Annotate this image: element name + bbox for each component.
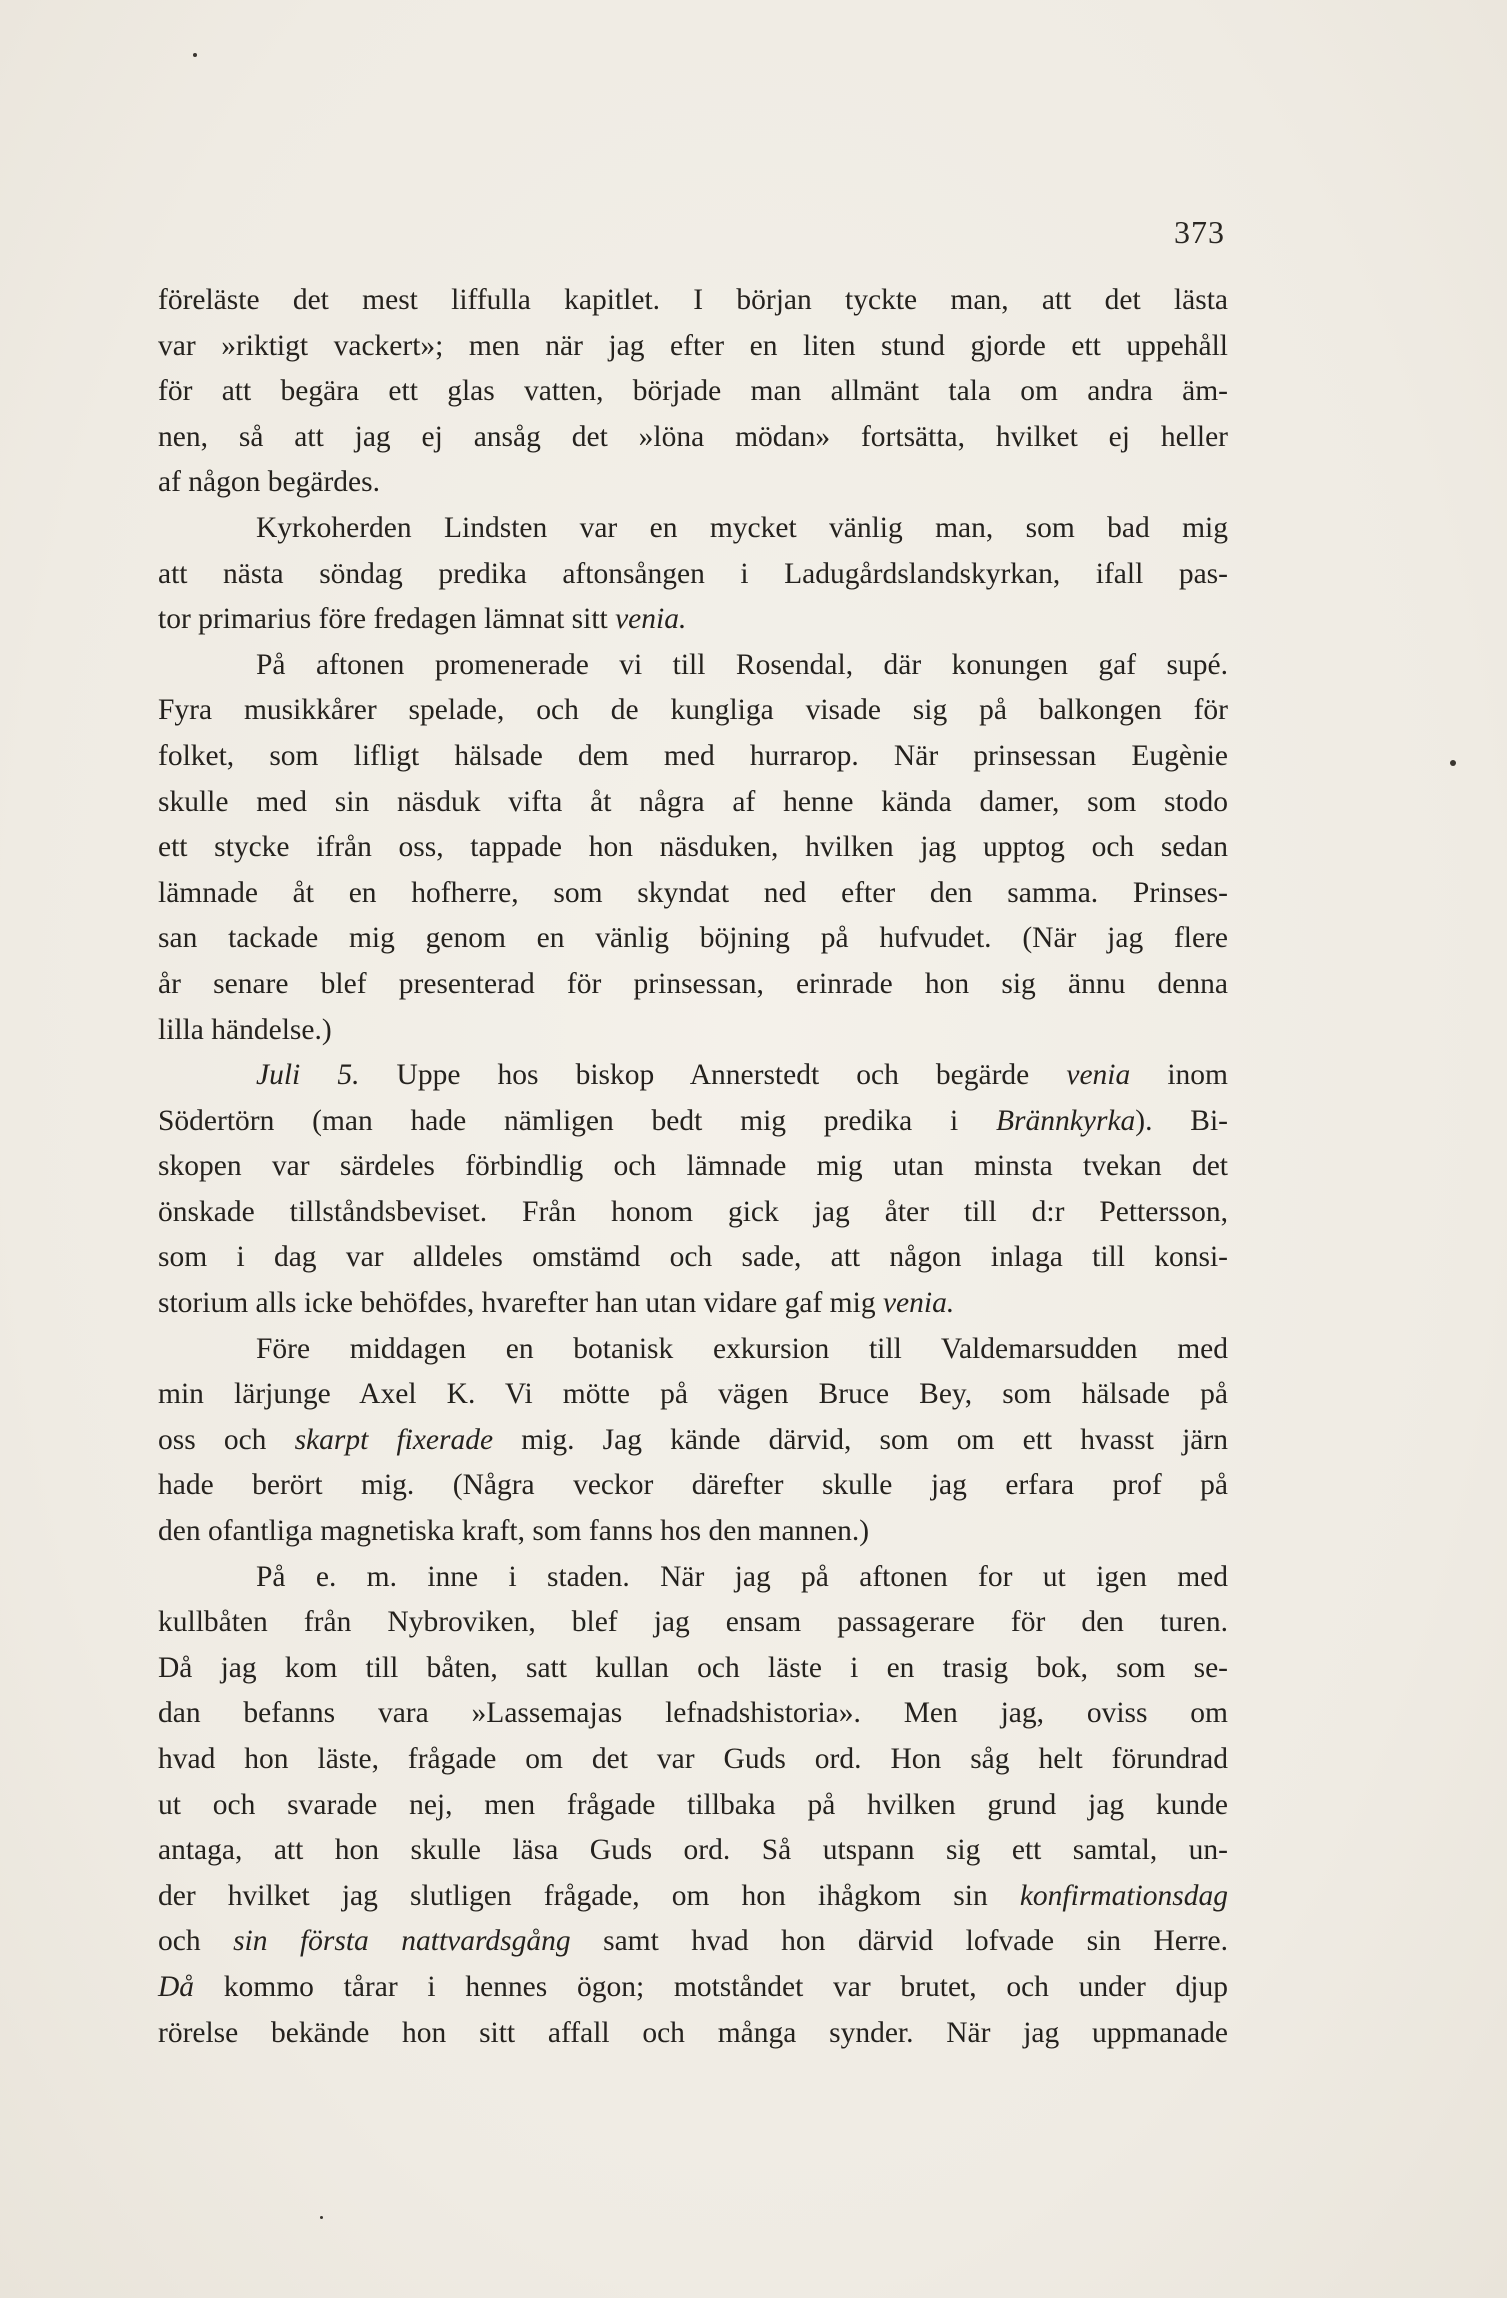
text-segment: kommo tårar i hennes ögon; motståndet var brutet, och under djup <box>194 1970 1228 2003</box>
text-line <box>158 1691 1228 1737</box>
body-text <box>158 278 1228 2056</box>
text-segment: som i dag var alldeles omstämd och sade, att någon inlaga till konsi- <box>158 1241 1228 1274</box>
text-line <box>158 1418 1228 1464</box>
text-segment: önskade tillståndsbeviset. Från honom gick jag åter till d:r Pettersson, <box>158 1195 1228 1228</box>
print-speck <box>320 2216 323 2219</box>
text-segment: dan befanns vara »Lassemajas lefnadshistoria». Men jag, oviss om <box>158 1697 1228 1730</box>
text-segment: Då jag kom till båten, satt kullan och läste i en trasig bok, som se- <box>158 1651 1228 1684</box>
text-segment: Fyra musikkårer spelade, och de kungliga visade sig på balkongen för <box>158 694 1228 727</box>
text-segment: Södertörn (man hade nämligen bedt mig predika i <box>158 1104 997 1137</box>
text-line <box>158 324 1228 370</box>
text-segment: hvad hon läste, frågade om det var Guds ord. Hon såg helt förundrad <box>158 1743 1228 1775</box>
text-line <box>158 688 1228 734</box>
text-line <box>158 1008 1228 1054</box>
print-speck <box>193 53 197 57</box>
text-line <box>158 1737 1228 1783</box>
text-segment: lämnade åt en hofherre, som skyndat ned efter den samma. Prinses- <box>158 876 1228 909</box>
italic-text: Då <box>158 1970 195 2003</box>
italic-text: venia. <box>615 603 687 636</box>
text-line <box>158 278 1228 324</box>
text-segment: var »riktigt vackert»; men när jag efter en liten stund gjorde ett uppehåll <box>158 329 1228 362</box>
print-speck <box>1450 760 1456 766</box>
text-line <box>158 1190 1228 1236</box>
text-segment: Uppe hos biskop Annerstedt och begärde <box>359 1059 1067 1092</box>
text-line <box>158 552 1228 598</box>
text-line <box>158 1828 1228 1874</box>
text-segment: för att begära ett glas vatten, började man allmänt tala om andra äm- <box>158 375 1228 408</box>
text-line <box>158 1509 1228 1555</box>
text-segment: storium alls icke behöfdes, hvarefter han utan vidare gaf mig <box>158 1287 883 1320</box>
text-line <box>158 1327 1228 1373</box>
text-line <box>158 460 1228 506</box>
text-line <box>158 1099 1228 1145</box>
text-segment: folket, som lifligt hälsade dem med hurrarop. När prinsessan Eugènie <box>158 739 1228 772</box>
text-segment: mig. Jag kände därvid, som om ett hvasst järn <box>493 1423 1228 1456</box>
text-line <box>158 1463 1228 1509</box>
italic-text: Juli 5. <box>256 1059 360 1092</box>
text-line <box>158 916 1228 962</box>
text-line <box>158 1919 1228 1965</box>
text-segment: skulle med sin näsduk vifta åt några af henne kända damer, som stodo <box>158 785 1228 818</box>
text-segment: af någon begärdes. <box>158 466 380 499</box>
text-line <box>158 1144 1228 1190</box>
text-segment: år senare blef presenterad för prinsessan, erinrade hon sig ännu denna <box>158 967 1228 1000</box>
text-segment: antaga, att hon skulle läsa Guds ord. Så utspann sig ett samtal, un- <box>158 1834 1228 1867</box>
text-line <box>158 643 1228 689</box>
text-line <box>158 1783 1228 1829</box>
text-line <box>158 871 1228 917</box>
italic-text: venia. <box>882 1287 955 1320</box>
text-segment: hade berört mig. (Några veckor därefter skulle jag erfara prof på <box>158 1469 1228 1502</box>
text-line <box>158 1053 1228 1099</box>
text-line <box>158 1646 1228 1692</box>
text-line <box>158 1555 1228 1601</box>
text-line <box>158 1235 1228 1281</box>
text-segment: rörelse bekände hon sitt affall och många synder. När jag uppmanade <box>158 2016 1228 2049</box>
text-line <box>158 1965 1228 2011</box>
text-segment: kullbåten från Nybroviken, blef jag ensam passagerare för den turen. <box>158 1606 1228 1639</box>
text-line <box>158 2011 1228 2057</box>
italic-text: konfirmationsdag <box>1019 1879 1228 1912</box>
text-segment: oss och <box>158 1423 295 1456</box>
text-segment: samt hvad hon därvid lofvade sin Herre. <box>570 1925 1228 1958</box>
text-segment: föreläste det mest liffulla kapitlet. I början tyckte man, att det lästa <box>158 284 1228 316</box>
text-segment: På aftonen promenerade vi till Rosendal, där konungen gaf supé. <box>256 648 1228 681</box>
text-segment: der hvilket jag slutligen frågade, om hon ihågkom sin <box>158 1879 1020 1912</box>
text-line <box>158 734 1228 780</box>
text-segment: och <box>158 1925 234 1958</box>
text-segment: ). Bi- <box>1135 1104 1228 1137</box>
text-line <box>158 1281 1228 1327</box>
text-segment: lilla händelse.) <box>158 1013 332 1046</box>
text-segment: Kyrkoherden Lindsten var en mycket vänlig man, som bad mig <box>256 511 1228 544</box>
text-segment: inom <box>1130 1059 1228 1092</box>
italic-text: venia <box>1066 1059 1131 1092</box>
italic-text: Brännkyrka <box>996 1104 1136 1137</box>
text-line <box>158 415 1228 461</box>
italic-text: skarpt fixerade <box>294 1423 494 1456</box>
text-segment: Före middagen en botanisk exkursion till Valdemarsudden med <box>256 1332 1228 1365</box>
text-segment: nen, så att jag ej ansåg det »löna mödan» fortsätta, hvilket ej heller <box>158 420 1228 453</box>
text-line <box>158 825 1228 871</box>
text-segment: san tackade mig genom en vänlig böjning på hufvudet. (När jag flere <box>158 922 1228 955</box>
text-line <box>158 506 1228 552</box>
text-segment: ut och svarade nej, men frågade tillbaka på hvilken grund jag kunde <box>158 1788 1228 1821</box>
text-line <box>158 597 1228 643</box>
text-line <box>158 780 1228 826</box>
text-segment: min lärjunge Axel K. Vi mötte på vägen Bruce Bey, som hälsade på <box>158 1378 1228 1411</box>
text-segment: På e. m. inne i staden. När jag på aftonen for ut igen med <box>256 1560 1228 1593</box>
text-segment: den ofantliga magnetiska kraft, som fanns hos den mannen.) <box>158 1515 870 1548</box>
text-line <box>158 1600 1228 1646</box>
text-line <box>158 962 1228 1008</box>
text-line <box>158 1874 1228 1920</box>
text-line <box>158 1372 1228 1418</box>
text-segment: skopen var särdeles förbindlig och lämnade mig utan minsta tvekan det <box>158 1150 1228 1183</box>
text-segment: att nästa söndag predika aftonsången i Ladugårdslandskyrkan, ifall pas- <box>158 557 1228 590</box>
page-number: 373 <box>1174 214 1225 250</box>
text-line <box>158 369 1228 415</box>
italic-text: sin första nattvardsgång <box>233 1925 571 1958</box>
text-segment: tor primarius före fredagen lämnat sitt <box>158 603 616 636</box>
text-segment: ett stycke ifrån oss, tappade hon näsduken, hvilken jag upptog och sedan <box>158 831 1228 864</box>
